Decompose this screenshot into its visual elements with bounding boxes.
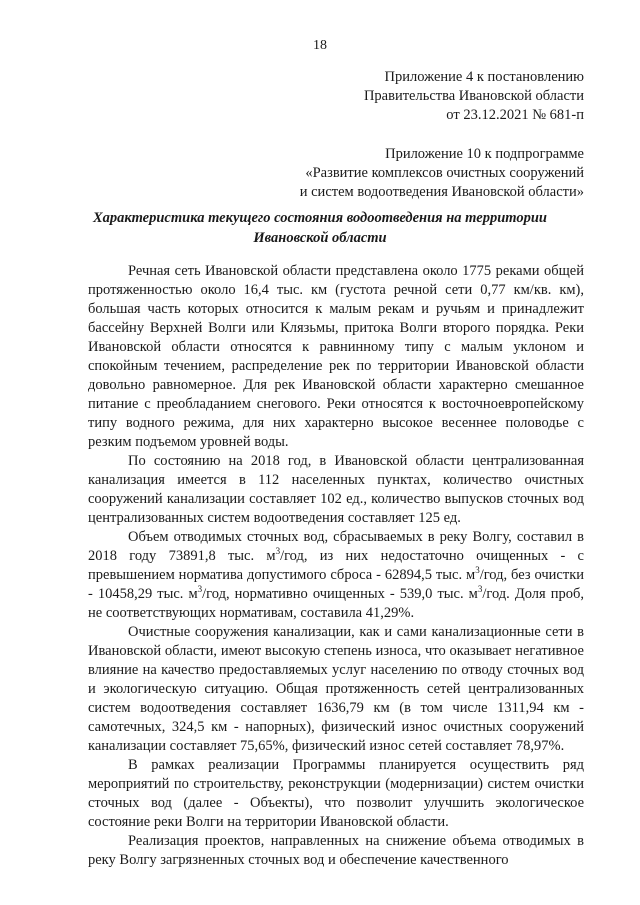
superscript-3: 3	[275, 546, 281, 557]
annex-2-line-3: и систем водоотведения Ивановской области»	[299, 184, 584, 200]
paragraph-program-measures: В рамках реализации Программы планируется осуществить ряд мероприятий по строительству, реконструкции (модернизации) систем очистки сточных вод (далее - Объекты), что позволит улучшить экологическое состояние реки Волги на территории Ивановской области.	[88, 757, 584, 830]
wastewater-text-4: /год, нормативно очищенных - 539,0 тыс. м	[202, 586, 478, 602]
body-text	[88, 262, 584, 870]
wastewater-text-1: Объем отводимых сточных вод, сбрасываемых в реку Волгу, составил в 2018 году 73891,8 тыс. м	[88, 529, 584, 564]
page-number: 18	[313, 38, 327, 53]
annex-subprogram-header	[300, 145, 584, 202]
section-title	[60, 208, 580, 248]
annex-1-line-3: от 23.12.2021 № 681-п	[446, 107, 584, 123]
wastewater-text-2: /год, из них недостаточно очищенных - с превышением норматива допустимого сброса - 62894,5 тыс. м	[88, 548, 584, 583]
paragraph-sewerage-2018: По состоянию на 2018 год, в Ивановской области централизованная канализация имеется в 112 населенных пунктах, количество очистных сооружений канализации составляет 102 ед., количество выпусков сточных вод централизованных систем водоотведения составляет 125 ед.	[88, 453, 584, 526]
section-title-line-2: Ивановской области	[253, 230, 387, 246]
superscript-3: 3	[477, 584, 483, 595]
annex-2-line-1: Приложение 10 к подпрограмме	[385, 146, 584, 162]
annex-1-line-2: Правительства Ивановской области	[363, 88, 584, 104]
superscript-3: 3	[197, 584, 203, 595]
paragraph-treatment-wear: Очистные сооружения канализации, как и сами канализационные сети в Ивановской области, имеют высокую степень износа, что оказывает негативное влияние на качество предоставляемых услуг населению по отводу сточных вод и экологическую ситуацию. Общая протяженность сетей централизованных систем водоотведения составляет 1636,79 км (в том числе 1311,94 км - самотечных, 324,5 км - напорных), физический износ очистных сооружений канализации составляет 75,65%, физический износ сетей составляет 78,97%.	[88, 624, 584, 754]
annex-resolution-header	[364, 68, 584, 125]
paragraph-wastewater-volume	[88, 528, 584, 623]
annex-1-line-1: Приложение 4 к постановлению	[384, 69, 584, 85]
section-title-line-1: Характеристика текущего состояния водоотведения на территории	[93, 210, 547, 226]
superscript-3: 3	[475, 565, 480, 576]
paragraph-projects: Реализация проектов, направленных на снижение объема отводимых в реку Волгу загрязненных сточных вод и обеспечение качественного	[88, 833, 584, 868]
wastewater-text-3: /год, без очистки - 10458,29 тыс. м	[88, 567, 585, 602]
paragraph-rivers: Речная сеть Ивановской области представлена около 1775 реками общей протяженностью около 16,4 тыс. км (густота речной сети 0,77 км/кв. км), большая часть которых относится к малым рекам и ручьям и принадлежит бассейну Верхней Волги или Клязьмы, притока Волги второго порядка. Реки Ивановской области относятся к равнинному типу с малым уклоном и спокойным течением, распределение рек по территории Ивановской области довольно равномерное. Для рек Ивановской области характерно смешанное питание с преобладанием снегового. Реки относятся к восточноевропейскому типу водного режима, для них характерно высокое весеннее половодье с резким подъемом уровней воды.	[88, 263, 584, 450]
wastewater-text-5: /год. Доля проб, не соответствующих нормативам, составила 41,29%.	[88, 586, 584, 621]
annex-2-line-2: «Развитие комплексов очистных сооружений	[305, 165, 584, 181]
